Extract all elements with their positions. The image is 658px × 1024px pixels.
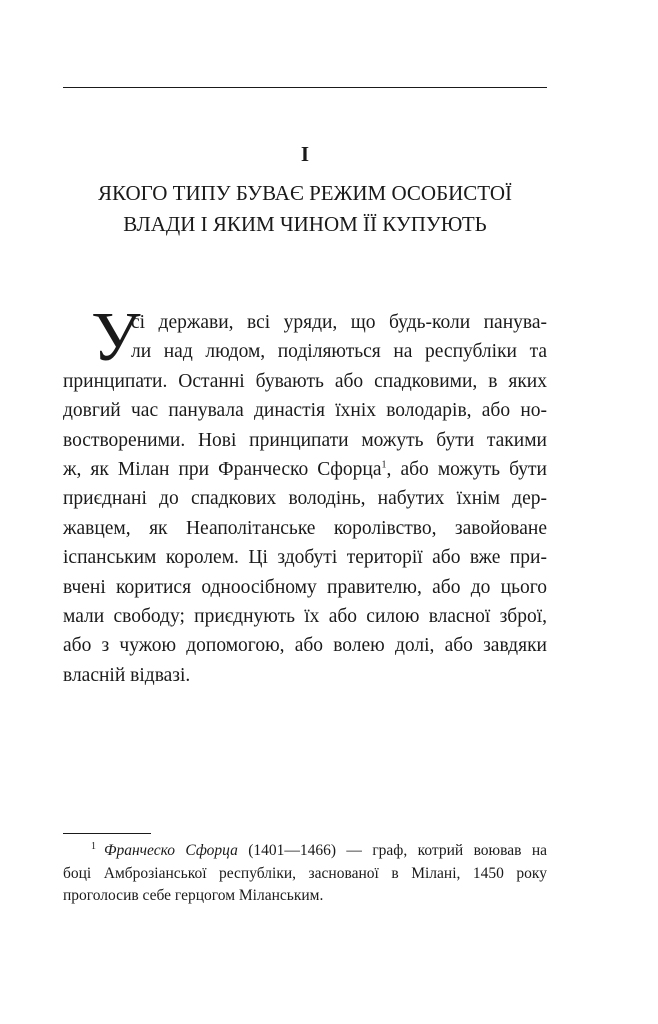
body-line: мали свободу; приєднують їх або силою власної зброї, [63, 605, 547, 627]
body-line: іспанським королем. Ці здобуті території або вже при- [63, 547, 547, 569]
chapter-title-line: ЯКОГО ТИПУ БУВАЄ РЕЖИМ ОСОБИСТОЇ [97, 181, 513, 205]
chapter-title [60, 178, 550, 240]
body-line: довгий час панувала династія їхніх володарів, або но- [63, 400, 547, 422]
chapter-title-line: ВЛАДИ І ЯКИМ ЧИНОМ ЇЇ КУПУЮТЬ [123, 212, 487, 236]
footnote-name: Франческо Сфорца [104, 842, 238, 859]
footnote-marker[interactable]: 1 [381, 459, 387, 471]
body-line: принципати. Останні бувають або спадковими, в яких [63, 370, 547, 392]
body-line: жавцем, як Неаполітанське королівство, завойоване [63, 517, 547, 539]
footnote-line: боці Амброзіанської республіки, заснованої в Мілані, 1450 року [63, 864, 547, 882]
body-line: воствореними. Нові принципати можуть бути такими [63, 429, 547, 451]
footnote-number: 1 [91, 840, 96, 852]
footnote-line [63, 840, 547, 863]
footnote [63, 840, 547, 908]
footnote-text: (1401—1466) — граф, котрий воював на [237, 842, 547, 859]
body-line: власній відвазі. [63, 664, 191, 686]
body-line: сі держави, всі уряди, що будь-коли панува- [131, 312, 547, 333]
chapter-number: I [300, 142, 311, 166]
footnote-rule [63, 833, 151, 834]
body-line: вчені коритися одноосібному правителю, або до цього [63, 576, 547, 598]
footnote-line: проголосив себе герцогом Міланським. [63, 887, 324, 904]
body-line-with-footnote [63, 455, 547, 484]
body-line: ли над людом, поділяються на республіки та [131, 341, 547, 363]
body-line-part: , або можуть бути [386, 458, 547, 480]
body-line-part: ж, як Мілан при Франческо Сфорца [63, 458, 382, 480]
body-line: або з чужою допомогою, або волею долі, або завдяки [63, 635, 547, 657]
body-paragraph [63, 299, 547, 690]
drop-cap: У [91, 299, 141, 376]
body-line: приєднані до спадкових володінь, набутих їхнім дер- [63, 488, 547, 510]
top-rule [63, 87, 547, 88]
